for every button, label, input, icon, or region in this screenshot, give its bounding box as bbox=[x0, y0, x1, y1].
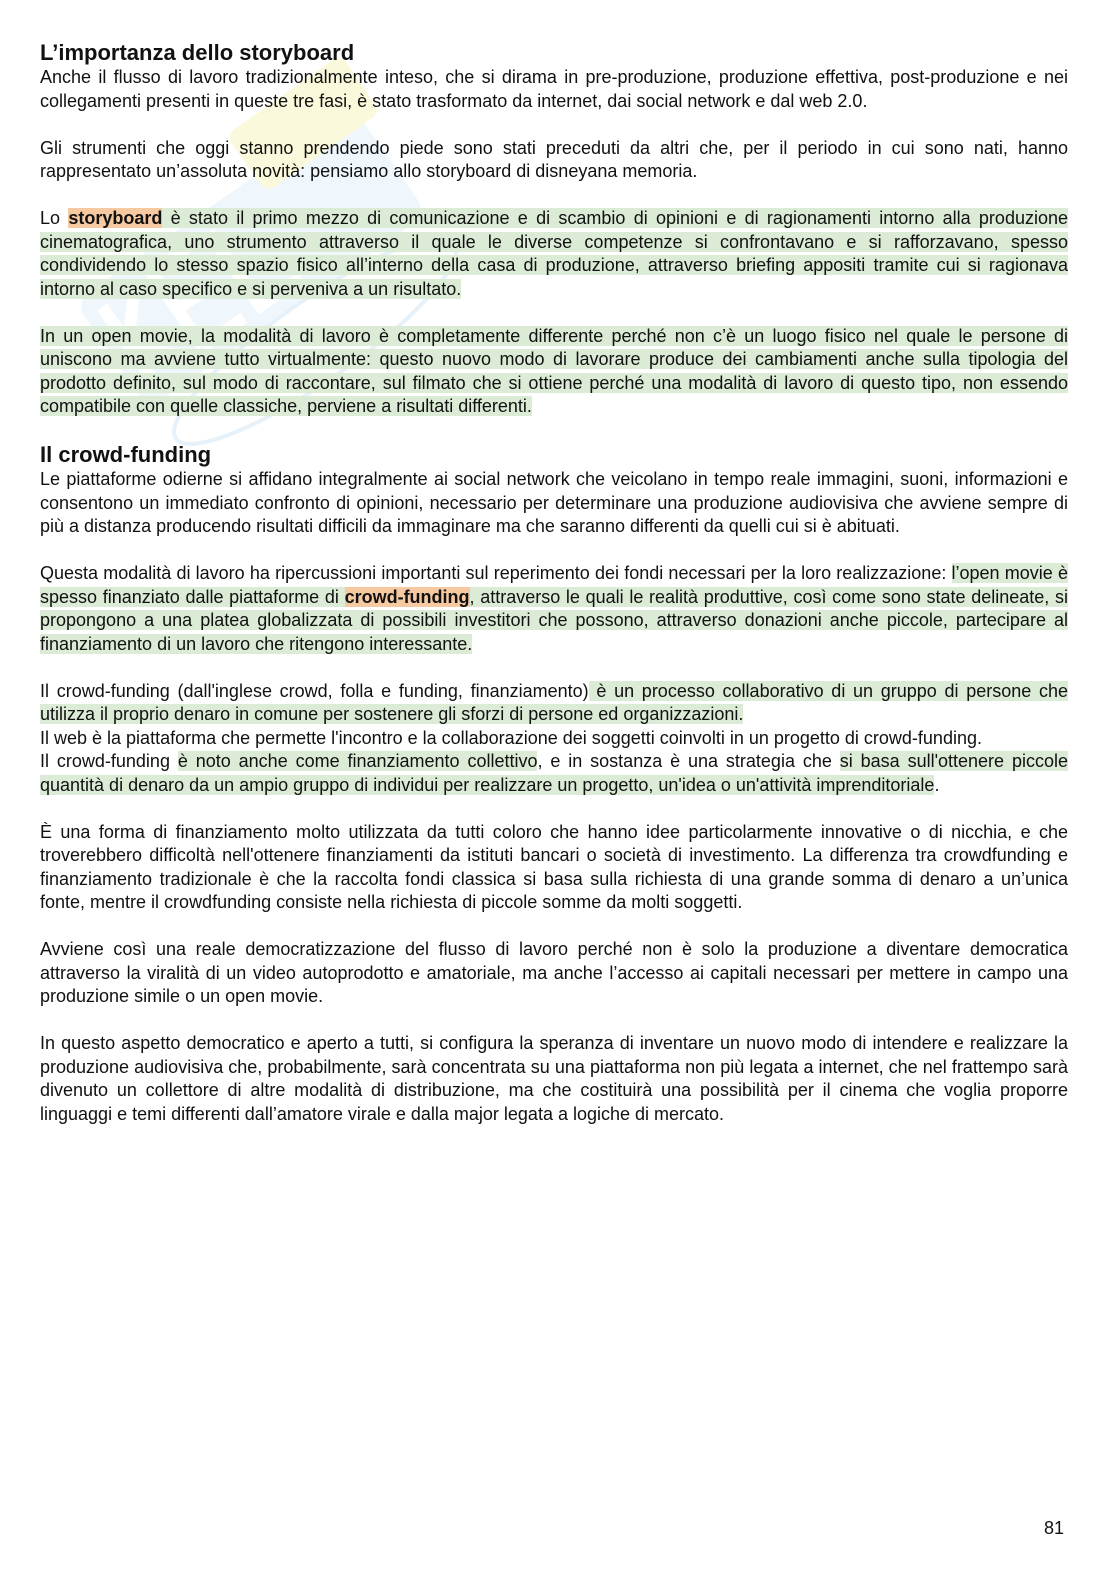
text-run: Il crowd-funding bbox=[40, 751, 178, 771]
highlighted-term-storyboard: storyboard bbox=[68, 208, 163, 228]
paragraph: Avviene così una reale democratizzazione del flusso di lavoro perché non è solo la produzione a diventare democratica attraverso la viralità di un video autoprodotto e amatoriale, ma anche l’accesso ai capitali necessari per mettere in campo una produzione simile o un open movie. bbox=[40, 939, 1068, 1006]
section-title-storyboard: L’importanza dello storyboard bbox=[40, 40, 355, 65]
paragraph bbox=[40, 207, 1068, 301]
highlighted-text: In un open movie, la modalità di lavoro è completamente differente perché non c’è un luogo fisico nel quale le persone di uniscono ma avviene tutto virtualmente: questo nuovo modo di lavorare produce dei cambiamenti anche sulla tipologia del prodotto definito, sul modo di raccontare, sul filmato che si ottiene perché una modalità di lavoro di questo tipo, non essendo compatibile con quelle classiche, perviene a risultati differenti. bbox=[40, 325, 1068, 416]
paragraph: Gli strumenti che oggi stanno prendendo piede sono stati preceduti da altri che, per il periodo in cui sono nati, hanno rappresentato un’assoluta novità: pensiamo allo storyboard di disneyana memoria. bbox=[40, 137, 1068, 181]
paragraph: Anche il flusso di lavoro tradizionalmente inteso, che si dirama in pre-produzione, produzione effettiva, post-produzione e nei collegamenti presenti in queste tre fasi, è stato trasformato da internet, dai social network e dal web 2.0. bbox=[40, 67, 1068, 111]
text-run: , e in sostanza è una strategia che bbox=[537, 751, 840, 771]
paragraph bbox=[40, 680, 1068, 727]
text-run: . bbox=[934, 774, 940, 795]
highlighted-text: si basa sull'ottenere piccole quantità di denaro da un ampio gruppo di individui per realizzare un progetto, un'idea o un'attività imprenditoriale bbox=[40, 751, 1068, 795]
highlighted-text: è stato il primo mezzo di comunicazione e di scambio di opinioni e di ragionamenti intorno alla produzione cinematografica, uno strumento attraverso il quale le diverse competenze si confrontavano e si rafforzavano, spesso condividendo lo stesso spazio fisico all’interno della casa di produzione, attraverso briefing appositi tramite cui si ragionava intorno al caso specifico e si perveniva a un risultato. bbox=[40, 208, 1068, 299]
page-number: 81 bbox=[1044, 1518, 1065, 1538]
text-run: Lo bbox=[40, 208, 69, 228]
paragraph bbox=[40, 750, 1068, 797]
paragraph bbox=[40, 325, 1068, 419]
highlighted-text: , attraverso le quali le realità produttive, così come sono state delineate, si propongono a una platea globalizzata di possibili investitori che possono, attraverso donazioni anche piccole, partecipare al finanziamento di un lavoro che ritengono interessante. bbox=[40, 586, 1068, 654]
document-page bbox=[40, 40, 1068, 1150]
highlighted-text: è noto anche come finanziamento collettivo bbox=[177, 751, 538, 771]
paragraph: È una forma di finanziamento molto utilizzata da tutti coloro che hanno idee particolarmente innovative o di nicchia, e che troverebbero difficoltà nell'ottenere finanziamenti da istituti bancari o società di investimento. La differenza tra crowdfunding e finanziamento tradizionale è che la raccolta fondi classica si basa sulla richiesta di una grande somma di denaro a un’unica fonte, mentre il crowdfunding consiste nella richiesta di piccole somme da molti soggetti. bbox=[40, 821, 1068, 912]
text-run: Questa modalità di lavoro ha ripercussioni importanti sul reperimento dei fondi necessari per la loro realizzazione: bbox=[40, 563, 952, 583]
paragraph bbox=[40, 562, 1068, 656]
highlighted-text: l’open movie è spesso finanziato dalle piattaforme di bbox=[40, 563, 1068, 607]
paragraph: Il web è la piattaforma che permette l'incontro e la collaborazione dei soggetti coinvolti in un progetto di crowd-funding. bbox=[40, 727, 982, 748]
paragraph: In questo aspetto democratico e aperto a tutti, si configura la speranza di inventare un nuovo modo di intendere e realizzare la produzione audiovisiva che, probabilmente, sarà concentrata su una piattaforma non più legata a internet, che nel frattempo sarà divenuto un collettore di altre modalità di distribuzione, ma che costituirà una possibilità per il cinema che voglia proporre linguaggi e temi differenti dall’amatore virale e dalla major legata a logiche di mercato. bbox=[40, 1033, 1068, 1124]
section-title-crowdfunding: Il crowd-funding bbox=[40, 442, 212, 467]
paragraph: Le piattaforme odierne si affidano integralmente ai social network che veicolano in tempo reale immagini, suoni, informazioni e consentono un immediato confronto di opinioni, necessario per determinare una produzione audiovisiva che avviene sempre di più a distanza producendo risultati difficili da immaginare ma che saranno differenti da quelli cui si è abituati. bbox=[40, 469, 1068, 536]
text-run: Il crowd-funding (dall'inglese crowd, folla e funding, finanziamento) bbox=[40, 680, 589, 701]
highlighted-text: è un processo collaborativo di un gruppo di persone che utilizza il proprio denaro in comune per sostenere gli sforzi di persone ed organizzazioni. bbox=[40, 680, 1068, 724]
highlighted-term-crowdfunding: crowd-funding bbox=[344, 586, 470, 607]
